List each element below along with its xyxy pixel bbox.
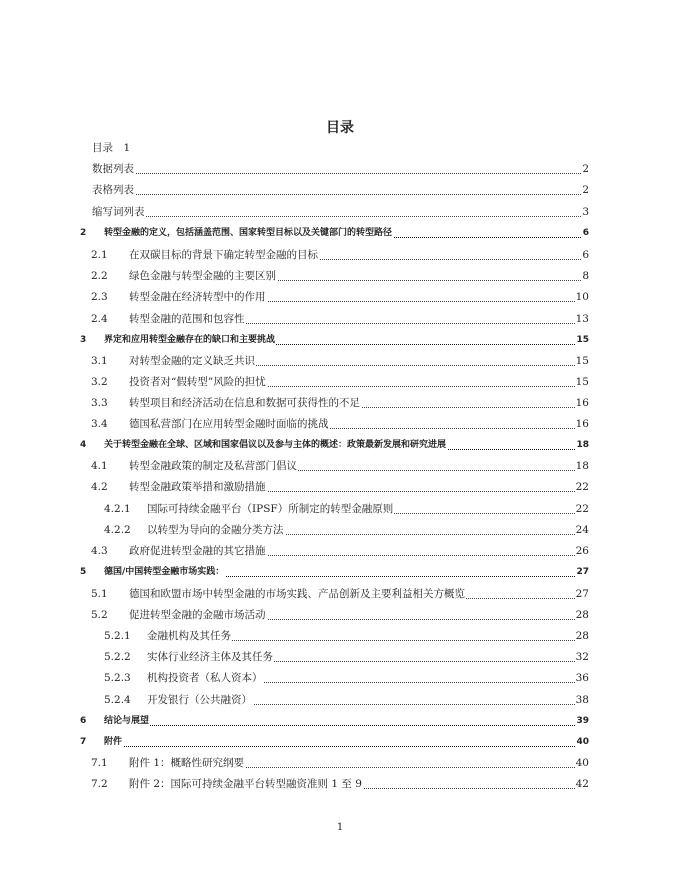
toc-entry[interactable] [0, 416, 680, 433]
toc-entry-page: 22 [575, 479, 589, 496]
toc-entry-title: 德国和欧盟市场中转型金融的市场实践、产品创新及主要利益相关方概览 [129, 586, 466, 603]
toc-entry-page: 28 [575, 607, 589, 624]
toc-leader-dots [104, 724, 589, 726]
toc-entry[interactable] [0, 649, 680, 666]
toc-entry-title: 转型金融的范围和包容性 [129, 311, 246, 328]
toc-entry[interactable] [0, 458, 680, 475]
toc-entry[interactable] [0, 755, 680, 772]
toc-entry-number: 3.2 [91, 376, 108, 388]
toc-entry[interactable] [0, 311, 680, 328]
toc-entry-title: 开发银行（公共融资） [147, 692, 253, 709]
toc-entry-page: 38 [575, 692, 589, 709]
toc-entry-number: 3.4 [91, 418, 108, 430]
toc-entry[interactable] [0, 522, 680, 539]
toc-entry-title: 附件 2：国际可持续金融平台转型融资准则 1 至 9 [129, 776, 363, 793]
toc-entry[interactable] [0, 586, 680, 603]
toc-entry[interactable] [0, 268, 680, 285]
toc-entry[interactable] [0, 204, 680, 221]
toc-entry-page: 40 [575, 734, 589, 751]
toc-entry[interactable] [0, 543, 680, 560]
toc-entry[interactable] [0, 734, 680, 751]
toc-entry-number: 5 [80, 567, 87, 577]
toc-entry-page: 26 [575, 543, 589, 560]
toc-entry[interactable] [0, 289, 680, 306]
toc-entry-title: 转型项目和经济活动在信息和数据可获得性的不足 [129, 395, 361, 412]
toc-entry-title: 结论与展望 [104, 713, 150, 730]
toc-entry[interactable] [0, 628, 680, 645]
toc-entry[interactable] [0, 670, 680, 687]
toc-leader-dots [92, 172, 589, 174]
toc-entry[interactable] [0, 607, 680, 624]
toc-entry-title: 国际可持续金融平台（IPSF）所制定的转型金融原则 [147, 501, 394, 518]
toc-entry-title: 对转型金融的定义缺乏共识 [129, 353, 256, 370]
toc-entry-number: 6 [80, 716, 87, 726]
toc-entry[interactable] [0, 247, 680, 264]
toc-entry-title: 数据列表 [92, 161, 135, 178]
toc-entry-title: 缩写词列表 [92, 204, 146, 221]
toc-entry-number: 7.1 [91, 757, 108, 769]
toc-entry-page: 10 [575, 289, 589, 306]
toc-entry-number: 5.2 [91, 609, 108, 621]
toc-entry-title: 界定和应用转型金融存在的缺口和主要挑战 [104, 332, 276, 349]
toc-entry[interactable] [0, 395, 680, 412]
toc-entry-number: 7 [80, 737, 87, 747]
toc-entry-title: 以转型为导向的金融分类方法 [147, 522, 285, 539]
toc-entry-title: 金融机构及其任务 [147, 628, 232, 645]
toc-entry-number: 5.2.1 [104, 630, 131, 642]
toc-entry-title: 转型金融的定义，包括涵盖范围、国家转型目标以及关键部门的转型路径 [104, 225, 393, 242]
toc-entry-number: 7.2 [91, 778, 108, 790]
toc-entry[interactable] [0, 713, 680, 730]
toc-entry[interactable] [0, 140, 680, 157]
toc-entry-number: 3 [80, 335, 87, 345]
page-title: 目录 [326, 120, 354, 136]
toc-entry-page: 3 [581, 204, 589, 221]
toc-entry-number: 4.3 [91, 545, 108, 557]
toc-entry-page: 36 [575, 670, 589, 687]
toc-entry-page: 8 [581, 268, 589, 285]
toc-entry-number: 2.1 [91, 249, 108, 261]
page-number: 1 [336, 822, 344, 833]
toc-entry[interactable] [0, 332, 680, 349]
toc-entry-page: 16 [575, 395, 589, 412]
toc-entry[interactable] [0, 161, 680, 178]
toc-entry-page: 18 [575, 458, 589, 475]
toc-entry[interactable] [0, 182, 680, 199]
toc-leader-dots [92, 193, 589, 195]
toc-entry-number: 2.4 [91, 313, 108, 325]
toc-entry[interactable] [0, 564, 680, 581]
toc-entry-page: 6 [582, 225, 589, 242]
toc-entry-page: 16 [575, 416, 589, 433]
toc-entry-title: 转型金融政策的制定及私营部门倡议 [129, 458, 298, 475]
toc-entry-page: 15 [575, 374, 589, 391]
toc-entry[interactable] [0, 776, 680, 793]
toc-entry-number: 2.2 [91, 270, 108, 282]
toc-entry-title: 促进转型金融的金融市场活动 [129, 607, 267, 624]
toc-entry-number: 4.1 [91, 460, 108, 472]
toc-entry-number: 4 [80, 440, 87, 450]
toc-entry-title: 转型金融政策举措和激励措施 [129, 479, 267, 496]
toc-entry-page: 42 [575, 776, 589, 793]
toc-entry-title: 关于转型金融在全球、区域和国家倡议以及参与主体的概述：政策最新发展和研究进展 [104, 437, 447, 454]
toc-entry-title: 绿色金融与转型金融的主要区别 [129, 268, 277, 285]
toc-entry-number: 2.3 [91, 291, 108, 303]
toc-entry-page: 13 [575, 311, 589, 328]
toc-entry-page: 2 [581, 182, 589, 199]
toc-entry-title: 附件 [104, 734, 123, 751]
toc-entry-page: 22 [575, 501, 589, 518]
toc-entry-number: 3.3 [91, 397, 108, 409]
toc-entry[interactable] [0, 479, 680, 496]
toc-entry-page: 28 [575, 628, 589, 645]
toc-leader-dots [104, 745, 589, 747]
toc-entry-number: 3.1 [91, 355, 108, 367]
toc-entry-page: 18 [575, 437, 589, 454]
toc-entry-number: 2 [80, 228, 87, 238]
toc-entry-number: 5.1 [91, 588, 108, 600]
toc-entry-page: 27 [575, 564, 589, 581]
toc-entry[interactable] [0, 692, 680, 709]
toc-leader-dots [92, 215, 589, 217]
toc-entry-page: 2 [581, 161, 589, 178]
toc-entry-title: 政府促进转型金融的其它措施 [129, 543, 267, 560]
toc-entry[interactable] [0, 501, 680, 518]
toc-entry-title: 德国私营部门在应用转型金融时面临的挑战 [129, 416, 330, 433]
toc-entry-page: 15 [575, 353, 589, 370]
toc-entry[interactable] [0, 225, 680, 242]
toc-entry-title: 在双碳目标的背景下确定转型金融的目标 [129, 247, 319, 264]
toc-entry-page: 27 [575, 586, 589, 603]
toc-entry[interactable] [0, 437, 680, 454]
toc-entry[interactable] [0, 374, 680, 391]
toc-entry-number: 5.2.3 [104, 672, 131, 684]
toc-entry-page: 24 [575, 522, 589, 539]
toc-entry-number: 4.2 [91, 481, 108, 493]
toc-entry-page: 15 [575, 332, 589, 349]
toc-entry-number: 5.2.2 [104, 651, 131, 663]
toc-entry-number: 4.2.1 [104, 503, 131, 515]
toc-entry-page: 40 [575, 755, 589, 772]
toc-entry-title: 目录 1 [92, 140, 131, 157]
toc-entry-title: 表格列表 [92, 182, 135, 199]
toc-entry-page: 39 [575, 713, 589, 730]
toc-entry-title: 实体行业经济主体及其任务 [147, 649, 274, 666]
toc-entry[interactable] [0, 353, 680, 370]
toc-entry-page: 6 [581, 247, 589, 264]
toc-entry-title: 转型金融在经济转型中的作用 [129, 289, 267, 306]
toc-entry-number: 5.2.4 [104, 694, 131, 706]
toc-entry-title: 机构投资者（私人资本） [147, 670, 264, 687]
toc-entry-title: 投资者对“假转型”风险的担忧 [129, 374, 267, 391]
toc-entry-title: 德国/中国转型金融市场实践： [104, 564, 225, 581]
toc-entry-title: 附件 1：概略性研究纲要 [129, 755, 245, 772]
toc-entry-number: 4.2.2 [104, 524, 131, 536]
toc-entry-page: 32 [575, 649, 589, 666]
